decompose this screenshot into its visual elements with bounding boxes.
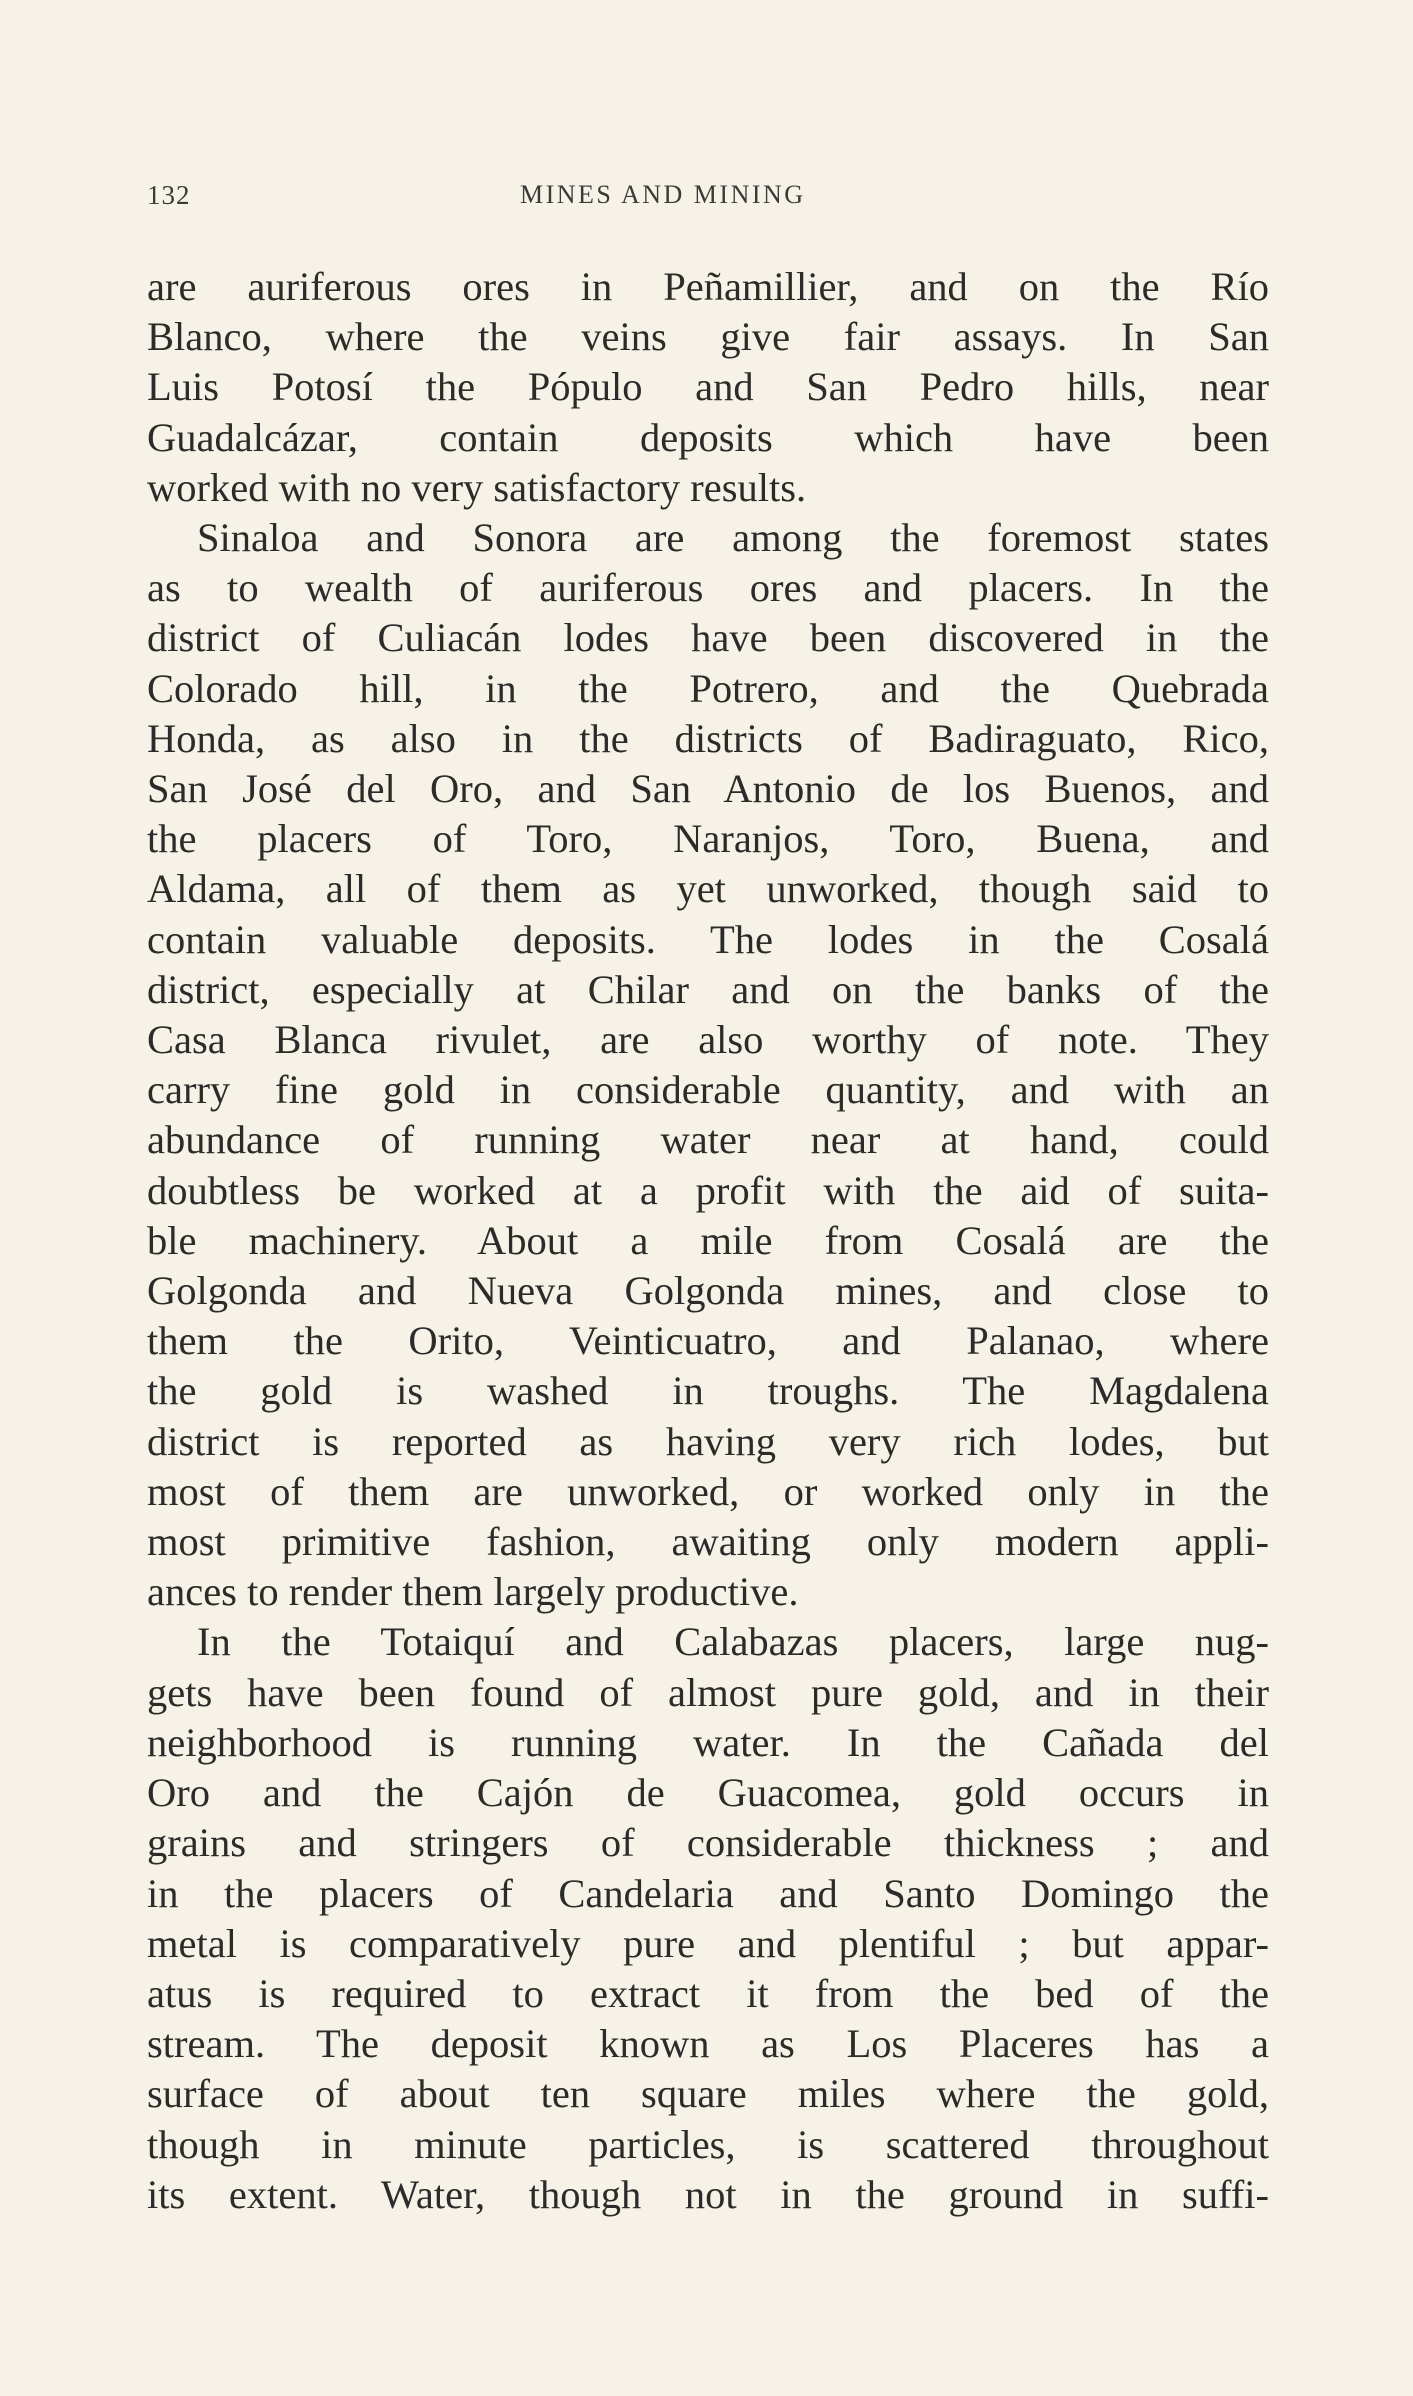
text-line: In the Totaiquí and Calabazas placers, large nug- xyxy=(197,1619,1269,1665)
text-line: district, especially at Chilar and on the banks of the xyxy=(147,966,1269,1012)
text-line: Aldama, all of them as yet unworked, though said to xyxy=(147,866,1269,912)
text-line: its extent. Water, though not in the ground in suffi- xyxy=(147,2171,1269,2217)
text-line: in the placers of Candelaria and Santo Domingo the xyxy=(147,1870,1269,1916)
text-line: as to wealth of auriferous ores and placers. In the xyxy=(147,565,1269,611)
text-line: district is reported as having very rich lodes, but xyxy=(147,1418,1269,1464)
text-line: though in minute particles, is scattered throughout xyxy=(147,2121,1269,2167)
text-line: Casa Blanca rivulet, are also worthy of note. They xyxy=(147,1017,1269,1063)
text-line: Sinaloa and Sonora are among the foremost states xyxy=(197,515,1269,561)
page-number: 132 xyxy=(147,180,191,210)
text-line: the placers of Toro, Naranjos, Toro, Buena, and xyxy=(147,816,1269,862)
text-line: metal is comparatively pure and plentiful ; but appar- xyxy=(147,1920,1269,1966)
text-line: ances to render them largely productive. xyxy=(147,1569,799,1615)
text-line: district of Culiacán lodes have been discovered in the xyxy=(147,615,1269,661)
text-line: Blanco, where the veins give fair assays. In San xyxy=(147,314,1269,360)
text-line: gets have been found of almost pure gold, and in their xyxy=(147,1669,1269,1715)
text-line: most primitive fashion, awaiting only modern appli- xyxy=(147,1519,1269,1565)
text-line: doubtless be worked at a profit with the aid of suita- xyxy=(147,1167,1269,1213)
text-line: grains and stringers of considerable thickness ; and xyxy=(147,1820,1269,1866)
text-line: neighborhood is running water. In the Cañada del xyxy=(147,1719,1269,1765)
text-line: worked with no very satisfactory results. xyxy=(147,464,807,510)
text-line: San José del Oro, and San Antonio de los Buenos, and xyxy=(147,766,1269,812)
text-line: are auriferous ores in Peñamillier, and on the Río xyxy=(147,264,1269,309)
text-line: ble machinery. About a mile from Cosalá are the xyxy=(147,1217,1269,1263)
text-line: them the Orito, Veinticuatro, and Palanao, where xyxy=(147,1318,1269,1364)
running-head: MINES AND MINING xyxy=(520,180,806,209)
text-line: the gold is washed in troughs. The Magdalena xyxy=(147,1368,1269,1414)
text-line: Luis Potosí the Pópulo and San Pedro hills, near xyxy=(147,364,1269,410)
body-text xyxy=(147,262,1269,2220)
text-line: Guadalcázar, contain deposits which have been xyxy=(147,414,1269,460)
text-line: Golgonda and Nueva Golgonda mines, and close to xyxy=(147,1268,1269,1314)
page-header xyxy=(147,180,1267,220)
text-line: Oro and the Cajón de Guacomea, gold occurs in xyxy=(147,1770,1269,1816)
text-line: abundance of running water near at hand, could xyxy=(147,1117,1269,1163)
text-line: stream. The deposit known as Los Placeres has a xyxy=(147,2021,1269,2067)
text-line: atus is required to extract it from the bed of the xyxy=(147,1970,1269,2016)
text-line: surface of about ten square miles where the gold, xyxy=(147,2071,1269,2117)
text-line: most of them are unworked, or worked only in the xyxy=(147,1468,1269,1514)
text-line: Colorado hill, in the Potrero, and the Quebrada xyxy=(147,665,1269,711)
text-line: contain valuable deposits. The lodes in the Cosalá xyxy=(147,916,1269,962)
text-line: carry fine gold in considerable quantity, and with an xyxy=(147,1067,1269,1113)
text-line: Honda, as also in the districts of Badiraguato, Rico, xyxy=(147,715,1269,761)
